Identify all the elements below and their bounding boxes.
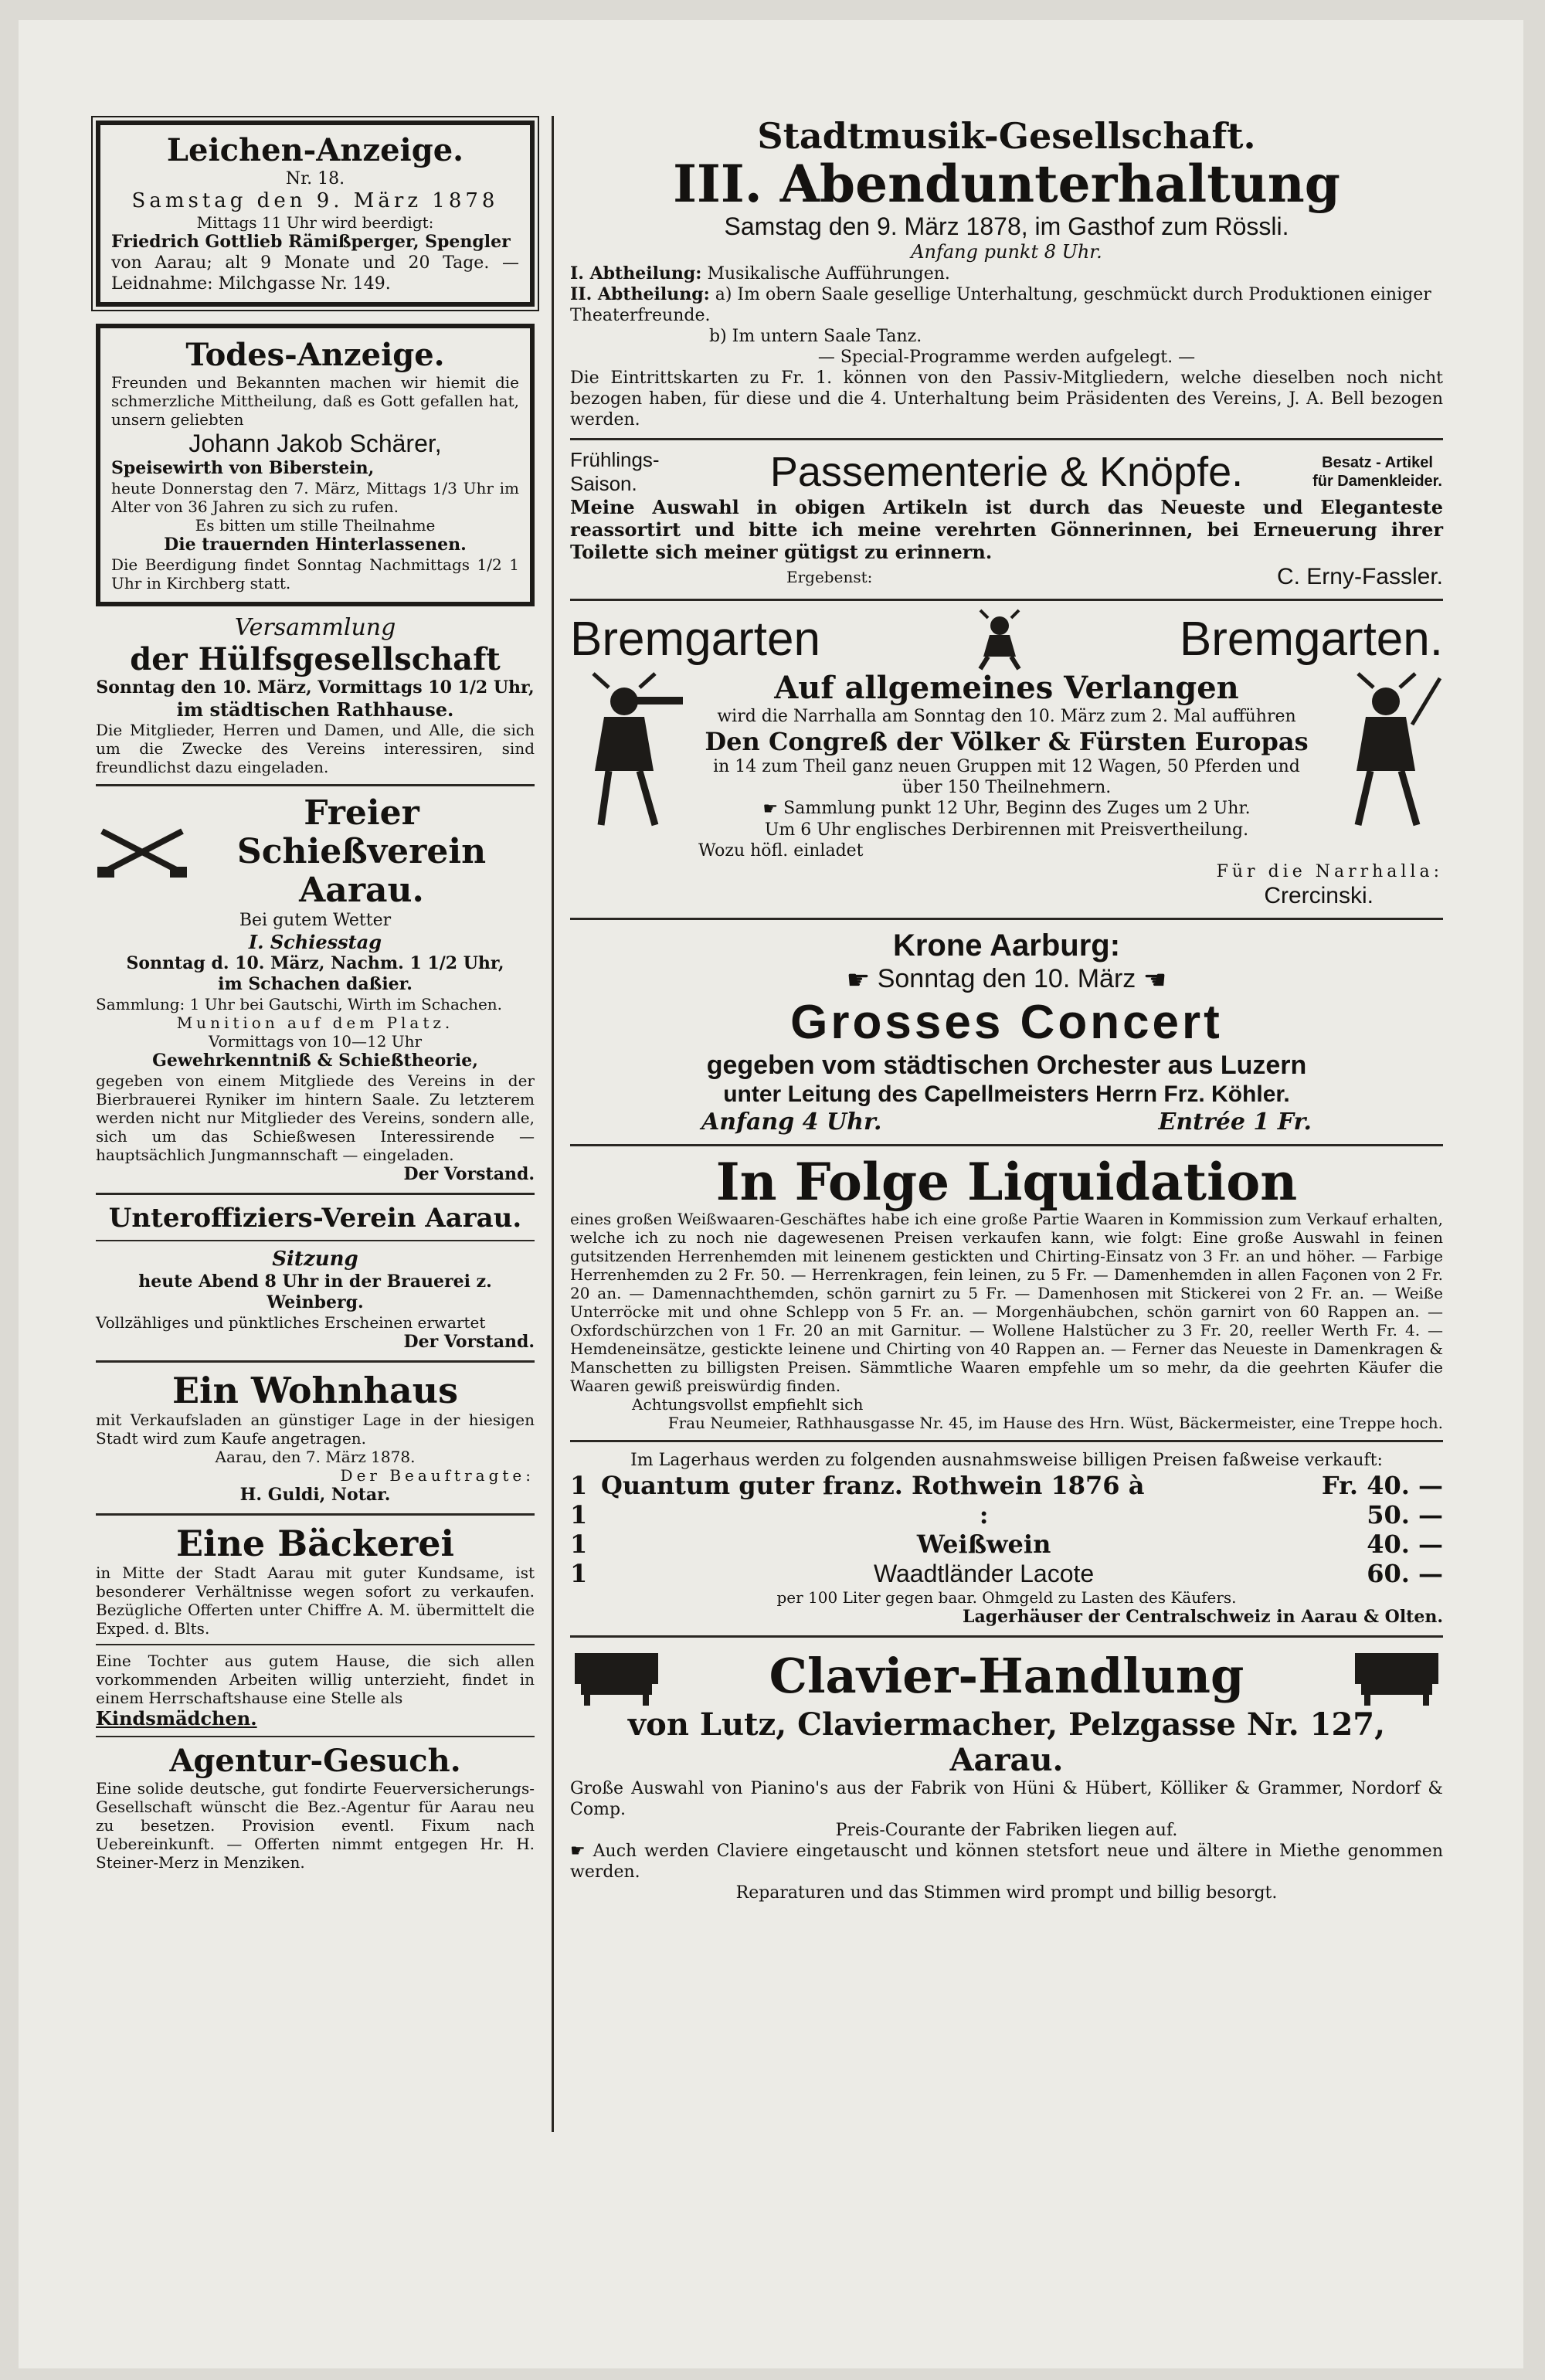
part2a-text: a) Im obern Saale gesellige Unterhaltung, geschmückt durch Produktionen einiger Theaterfreunde. xyxy=(570,285,1431,325)
passementerie-title: Passementerie & Knöpfe. xyxy=(769,449,1244,495)
agentur-title: Agentur-Gesuch. xyxy=(169,1743,461,1779)
clavier-text4: Reparaturen und das Stimmen wird prompt und billig besorgt. xyxy=(735,1883,1278,1903)
row-price: Fr. 40. — xyxy=(1321,1470,1443,1500)
todes-name: Johann Jakob Schärer, xyxy=(188,429,442,457)
wohnhaus-text: mit Verkaufsladen an günstiger Lage in der hiesigen Stadt wird zum Kaufe angetragen. xyxy=(96,1411,535,1448)
schiess-date: Sonntag d. 10. März, Nachm. 1 1/2 Uhr, xyxy=(126,953,504,973)
agentur-notice xyxy=(96,1743,535,1872)
row-item: : xyxy=(979,1499,989,1530)
todes-text: heute Donnerstag den 7. März, Mittags 1/3 Uhr im Alter von 36 Jahren zu sich zu rufen. xyxy=(111,479,519,516)
leichen-title: Leichen-Anzeige. xyxy=(166,132,464,168)
todes-funeral: Die Beerdigung findet Sonntag Nachmittags 1/2 1 Uhr in Kirchberg statt. xyxy=(111,555,519,592)
jester-sword-icon xyxy=(1319,671,1443,833)
row-item: Waadtländer Lacote xyxy=(873,1559,1095,1587)
row-qty: 1 xyxy=(570,1470,588,1500)
separator xyxy=(96,1736,535,1737)
unteroffiziers-notice xyxy=(96,1203,535,1353)
row-price: 50. — xyxy=(1367,1499,1443,1530)
baeckerei-text: in Mitte der Stadt Aarau mit guter Kundsame, ist besonderer Verhältnisse wegen sofort zu verkaufen. Bezügliche Offerten unter Chiffre A. M. übermittelt die Exped. d. Blts. xyxy=(96,1563,535,1638)
versammlung-date: Sonntag den 10. März, Vormittags 10 1/2 Uhr, xyxy=(96,677,535,698)
passementerie-ad xyxy=(570,448,1443,591)
pointing-hand-icon: ☛ xyxy=(846,965,871,995)
separator xyxy=(570,1144,1443,1146)
krone-headline: Grosses Concert xyxy=(790,995,1223,1049)
part2-label: II. Abtheilung: xyxy=(570,284,710,304)
clavier-title: Clavier-Handlung xyxy=(769,1647,1244,1704)
bremgarten-left-title: Bremgarten xyxy=(570,613,820,666)
versammlung-text: Die Mitglieder, Herren und Damen, und Alle, die sich um die Zwecke des Vereins interessiren, sind freundlichst dazu eingeladen. xyxy=(96,721,535,776)
clavier-text2: Preis-Courante der Fabriken liegen auf. xyxy=(835,1820,1178,1840)
liquidation-text: eines großen Weißwaaren-Geschäftes habe ich eine große Partie Waaren in Kommission zum Verkauf erhalten, welche ich zu noch nie dagewesenen Preisen verkaufen kann, wie folgt: Eine große Auswahl in feinen gutsitzenden Herrenhemden mit leinenem gestickten und Chirting-Einsatz von 3 Fr. an und höher. — Farbige Herrenhemden zu 2 Fr. 50. — Herrenkragen, fein leinen, zu 5 Fr. — Damenhemden in allen Façonen von 2 Fr. 20 an. — Damennachthemden, schön garnirt zu 5 Fr. — Damenhosen mit Stickerei von 2 Fr. an. — Weiße Unterröcke mit und ohne Schlepp von 5 Fr. an. — Morgenhäubchen, schön garnirt von 60 Rappen an. — Oxfordschürzchen von 1 Fr. 20 an mit Garnitur. — Wollene Halstücher zu 3 Fr. 20, reeller Werth Fr. 4. — Hemdeneinsätze, gestickte leinene und Chirting von 40 Rappen an. — Ferner das Neueste in Damenkragen & Manschetten zu billigsten Preisen. Sämmtliche Waaren empfehle um so mehr, da die geehrten Käufer die Waaren gewiß preiswürdig finden. xyxy=(570,1209,1443,1395)
passementerie-greeting: Ergebenst: xyxy=(786,568,873,586)
todes-title: Todes-Anzeige. xyxy=(185,337,445,373)
agentur-text: Eine solide deutsche, gut fondirte Feuerversicherungs-Gesellschaft wünscht die Bez.-Agentur für Aarau neu zu besetzen. Provision eventl. Fixum nach Uebereinkunft. — Offerten nimmt entgegen Hr. H. Steiner-Merz in Menziken. xyxy=(96,1779,535,1872)
part2b-text: b) Im untern Saale Tanz. xyxy=(709,327,922,346)
passementerie-text: Meine Auswahl in obigen Artikeln ist durch das Neueste und Eleganteste reassortirt und bitte ich meine verehrten Gönnerinnen, bei Erneuerung ihrer Toilette sich meiner gütigst zu erinnern. xyxy=(570,496,1443,563)
todes-request: Es bitten um stille Theilnahme xyxy=(195,516,436,535)
row-qty: 1 xyxy=(570,1499,588,1530)
krone-line1: gegeben vom städtischen Orchester aus Luzern xyxy=(706,1050,1307,1080)
separator xyxy=(570,918,1443,920)
row-qty: 1 xyxy=(570,1558,588,1588)
pointing-hand-icon: ☛ xyxy=(570,1842,586,1862)
versammlung-notice xyxy=(96,614,535,776)
row-price: 40. — xyxy=(1367,1529,1443,1559)
bremgarten-line2: in 14 zum Theil ganz neuen Gruppen mit 12 Wagen, 50 Pferden und über 150 Theilnehmern. xyxy=(713,757,1300,797)
bremgarten-gathering: Sammlung punkt 12 Uhr, Beginn des Zuges um 2 Uhr. xyxy=(783,799,1251,818)
krone-start: Anfang 4 Uhr. xyxy=(701,1108,882,1136)
schiess-weather: Bei gutem Wetter xyxy=(239,911,392,930)
separator xyxy=(570,1635,1443,1638)
lagerhaus-row xyxy=(570,1530,1443,1559)
leichen-text: von Aarau; alt 9 Monate und 20 Tage. — Leidnahme: Milchgasse Nr. 149. xyxy=(111,253,519,294)
row-qty: 1 xyxy=(570,1529,588,1559)
stadtmusik-date: Samstag den 9. März 1878, im Gasthof zum Rössli. xyxy=(724,212,1289,240)
leichen-name: Friedrich Gottlieb Rämißperger, Spengler xyxy=(111,232,511,252)
versammlung-place: im städtischen Rathhause. xyxy=(176,698,454,721)
bremgarten-headline: Auf allgemeines Verlangen xyxy=(774,670,1239,706)
separator xyxy=(570,438,1443,440)
schiessverein-notice xyxy=(96,794,535,1185)
unteroff-text: Vollzähliges und pünktliches Erscheinen erwartet xyxy=(96,1313,486,1332)
schiess-title2: Aarau. xyxy=(299,871,424,910)
bremgarten-line1: wird die Narrhalla am Sonntag den 10. März zum 2. Mal aufführen xyxy=(717,707,1296,726)
lagerhaus-row xyxy=(570,1471,1443,1500)
versammlung-title: der Hülfsgesellschaft xyxy=(130,641,501,677)
krone-date: Sonntag den 10. März xyxy=(877,963,1136,993)
unteroff-signature: Der Vorstand. xyxy=(403,1332,535,1352)
column-divider xyxy=(552,116,554,2132)
clavier-subtitle: von Lutz, Claviermacher, Pelzgasse Nr. 127, Aarau. xyxy=(627,1706,1386,1778)
tochter-text: Eine Tochter aus gutem Hause, die sich allen vorkommenden Arbeiten willig unterzieht, findet in einem Herrschaftshause eine Stelle als xyxy=(96,1652,535,1707)
schiess-subtitle: I. Schiesstag xyxy=(248,931,382,953)
separator xyxy=(570,1440,1443,1442)
baeckerei-title: Eine Bäckerei xyxy=(175,1523,455,1564)
jester-trumpet-icon xyxy=(570,671,694,833)
schiess-title1: Freier Schießverein xyxy=(236,793,487,871)
leichen-anzeige xyxy=(96,121,535,307)
krone-entry: Entrée 1 Fr. xyxy=(1158,1108,1312,1136)
pointing-hand-icon: ☛ xyxy=(762,799,779,819)
bremgarten-for: Für die Narrhalla: xyxy=(1216,861,1443,881)
unteroff-subtitle: Sitzung xyxy=(272,1248,358,1271)
wohnhaus-notice xyxy=(96,1370,535,1506)
lagerhaus-note: per 100 Liter gegen baar. Ohmgeld zu Lasten des Käufers. xyxy=(776,1587,1237,1607)
clavier-ad xyxy=(570,1645,1443,1904)
passementerie-signature: C. Erny-Fassler. xyxy=(1276,564,1443,589)
part1-text: Musikalische Aufführungen. xyxy=(707,264,950,283)
stadtmusik-tickets: Die Eintrittskarten zu Fr. 1. können von den Passiv-Mitgliedern, welche dieselben noch nicht bezogen haben, für diese und die 4. Unterhaltung beim Präsidenten des Vereins, J. A. Bell bezogen werden. xyxy=(570,368,1443,429)
bremgarten-signature: Crercinski. xyxy=(1264,882,1374,908)
stadtmusik-title: III. Abendunterhaltung xyxy=(673,154,1340,214)
lagerhaus-row xyxy=(570,1500,1443,1530)
jester-icon xyxy=(965,609,1034,671)
left-column xyxy=(96,116,535,1872)
schiess-munition: Munition auf dem Platz. xyxy=(176,1013,454,1032)
lagerhaus-intro: Im Lagerhaus werden zu folgenden ausnahmsweise billigen Preisen faßweise verkauft: xyxy=(630,1450,1383,1470)
todes-anzeige xyxy=(96,324,535,606)
bremgarten-right-title: Bremgarten. xyxy=(1179,613,1443,666)
stadtmusik-notice xyxy=(570,116,1443,430)
clavier-text3: Auch werden Claviere eingetauscht und können stetsfort neue und ältere in Miethe genommen werden. xyxy=(570,1841,1443,1883)
liquidation-closing: Achtungsvollst empfiehlt sich xyxy=(632,1394,864,1414)
part1-label: I. Abtheilung: xyxy=(570,263,702,283)
krone-ad xyxy=(570,928,1443,1136)
schiess-morning: Vormittags von 10—12 Uhr xyxy=(208,1032,423,1051)
stadtmusik-programme: — Special-Programme werden aufgelegt. — xyxy=(817,348,1196,367)
unteroff-title: Unteroffiziers-Verein Aarau. xyxy=(108,1203,522,1234)
schiess-gathering: Sammlung: 1 Uhr bei Gautschi, Wirth im Schachen. xyxy=(96,995,503,1013)
krone-title: Krone Aarburg: xyxy=(892,928,1121,963)
unteroff-time: heute Abend 8 Uhr in der Brauerei z. Weinberg. xyxy=(138,1271,492,1312)
bremgarten-congress: Den Congreß der Völker & Fürsten Europas xyxy=(705,727,1309,756)
baeckerei-notice xyxy=(96,1523,535,1638)
separator xyxy=(96,1240,535,1241)
liquidation-ad xyxy=(570,1151,1443,1432)
bremgarten-derby: Um 6 Uhr englisches Derbirennen mit Preisvertheilung. xyxy=(764,820,1249,840)
schiess-place: im Schachen daßier. xyxy=(218,974,413,994)
schiess-text: gegeben von einem Mitgliede des Vereins in der Bierbrauerei Ryniker im hintern Saale. Zu letzterem werden nicht nur Mitglieder des Vereins, sondern alle, sich um das Schießwesen Interessirende — hauptsächlich Jungmannschaft — eingeladen. xyxy=(96,1071,535,1164)
passementerie-season: Frühlings-Saison. xyxy=(570,448,660,495)
stadtmusik-society: Stadtmusik-Gesellschaft. xyxy=(757,115,1256,157)
krone-line2: unter Leitung des Capellmeisters Herrn Frz. Köhler. xyxy=(723,1081,1290,1107)
leichen-time: Mittags 11 Uhr wird beerdigt: xyxy=(196,213,434,232)
lagerhaus-signature: Lagerhäuser der Centralschweiz in Aarau & Olten. xyxy=(963,1606,1443,1627)
liquidation-title: In Folge Liquidation xyxy=(715,1151,1298,1212)
row-item: Weißwein xyxy=(916,1529,1051,1559)
wohnhaus-name: H. Guldi, Notar. xyxy=(239,1485,391,1505)
liquidation-signature: Frau Neumeier, Rathhausgasse Nr. 45, im Hause des Hrn. Wüst, Bäckermeister, eine Treppe hoch. xyxy=(667,1413,1443,1432)
crossed-rifles-icon xyxy=(96,825,188,879)
piano-icon xyxy=(570,1645,663,1707)
separator xyxy=(570,599,1443,601)
piano-icon xyxy=(1350,1645,1443,1707)
passementerie-side: Besatz - Artikel für Damenkleider. xyxy=(1312,454,1442,490)
wohnhaus-title: Ein Wohnhaus xyxy=(171,1370,459,1411)
separator xyxy=(96,1360,535,1363)
row-item: Quantum guter franz. Rothwein 1876 à xyxy=(601,1470,1145,1500)
wohnhaus-date: Aarau, den 7. März 1878. xyxy=(215,1448,416,1466)
clavier-text1: Große Auswahl von Pianino's aus der Fabrik von Hüni & Hübert, Kölliker & Grammer, Nordorf & Comp. xyxy=(570,1778,1443,1819)
separator xyxy=(96,1193,535,1195)
todes-occupation: Speisewirth von Biberstein, xyxy=(111,458,375,478)
leichen-date: Samstag den 9. März 1878 xyxy=(131,189,499,212)
tochter-notice xyxy=(96,1652,535,1730)
leichen-nr: Nr. 18. xyxy=(285,169,345,188)
pointing-hand-icon: ☚ xyxy=(1143,965,1167,995)
stadtmusik-start: Anfang punkt 8 Uhr. xyxy=(911,241,1102,263)
lagerhaus-row xyxy=(570,1559,1443,1588)
row-price: 60. — xyxy=(1367,1558,1443,1588)
schiess-theory: Gewehrkenntniß & Schießtheorie, xyxy=(152,1051,478,1071)
wohnhaus-role: Der Beauftragte: xyxy=(340,1466,535,1485)
separator xyxy=(96,1513,535,1516)
schiess-signature: Der Vorstand. xyxy=(403,1164,535,1184)
versammlung-heading: Versammlung xyxy=(234,614,396,641)
bremgarten-ad xyxy=(570,609,1443,910)
tochter-word: Kindsmädchen. xyxy=(96,1707,257,1730)
separator xyxy=(96,784,535,786)
lagerhaus-ad xyxy=(570,1450,1443,1628)
right-column xyxy=(570,116,1443,1903)
separator xyxy=(96,1644,535,1645)
todes-signature: Die trauernden Hinterlassenen. xyxy=(164,535,467,555)
bremgarten-invite: Wozu höfl. einladet xyxy=(698,840,864,861)
todes-intro: Freunden und Bekannten machen wir hiemit die schmerzliche Mittheilung, daß es Gott gefallen hat, unsern geliebten xyxy=(111,373,519,429)
